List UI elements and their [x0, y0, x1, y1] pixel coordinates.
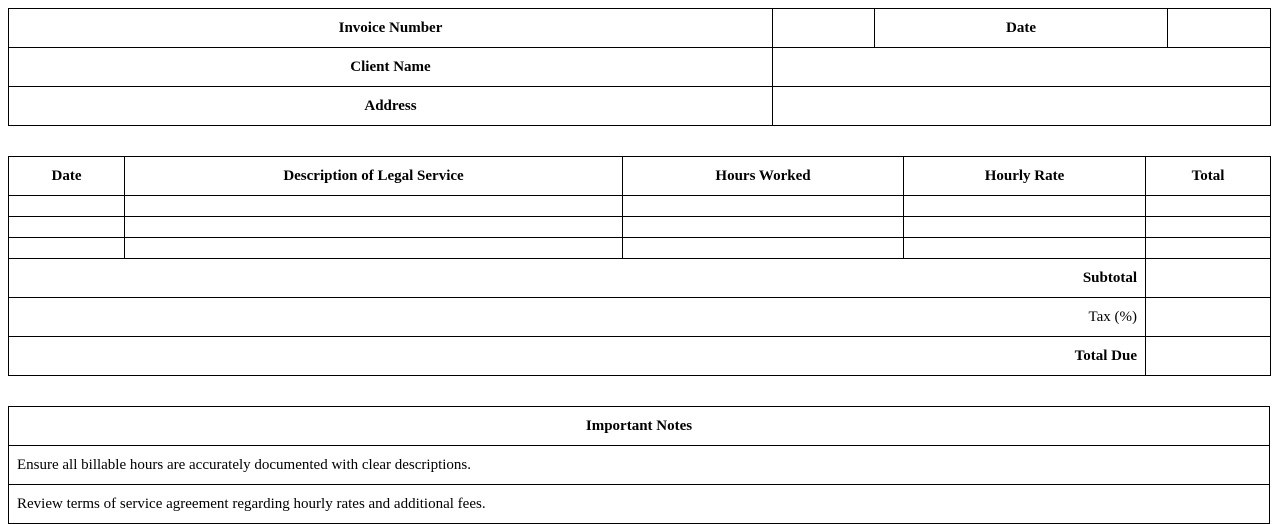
service-rate-cell[interactable] — [904, 196, 1146, 217]
column-header-description: Description of Legal Service — [125, 157, 623, 196]
service-total-cell[interactable] — [1146, 196, 1271, 217]
column-header-date: Date — [9, 157, 125, 196]
tax-row — [9, 298, 1271, 337]
table-row — [9, 238, 1271, 259]
notes-title: Important Notes — [9, 407, 1270, 446]
date-field[interactable] — [1168, 9, 1271, 48]
service-description-cell[interactable] — [125, 238, 623, 259]
service-rate-cell[interactable] — [904, 217, 1146, 238]
notes-table — [8, 406, 1270, 524]
total-due-value[interactable] — [1146, 337, 1271, 376]
list-item — [9, 446, 1270, 485]
service-total-cell[interactable] — [1146, 238, 1271, 259]
total-due-label: Total Due — [9, 337, 1146, 376]
invoice-number-field[interactable] — [773, 9, 875, 48]
subtotal-value[interactable] — [1146, 259, 1271, 298]
list-item — [9, 485, 1270, 524]
invoice-number-row — [9, 9, 1271, 48]
address-row — [9, 87, 1271, 126]
subtotal-label: Subtotal — [9, 259, 1146, 298]
service-hours-cell[interactable] — [623, 196, 904, 217]
column-header-total: Total — [1146, 157, 1271, 196]
service-description-cell[interactable] — [125, 196, 623, 217]
column-header-hours: Hours Worked — [623, 157, 904, 196]
table-row — [9, 196, 1271, 217]
service-total-cell[interactable] — [1146, 217, 1271, 238]
services-table — [8, 156, 1271, 376]
table-row — [9, 217, 1271, 238]
service-rate-cell[interactable] — [904, 238, 1146, 259]
note-text: Ensure all billable hours are accurately documented with clear descriptions. — [9, 446, 1270, 485]
service-date-cell[interactable] — [9, 196, 125, 217]
column-header-rate: Hourly Rate — [904, 157, 1146, 196]
service-date-cell[interactable] — [9, 238, 125, 259]
address-label: Address — [9, 87, 773, 126]
address-field[interactable] — [773, 87, 1271, 126]
invoice-header-table — [8, 8, 1271, 126]
service-hours-cell[interactable] — [623, 238, 904, 259]
date-label: Date — [875, 9, 1168, 48]
tax-value[interactable] — [1146, 298, 1271, 337]
service-hours-cell[interactable] — [623, 217, 904, 238]
service-description-cell[interactable] — [125, 217, 623, 238]
total-due-row — [9, 337, 1271, 376]
notes-header-row — [9, 407, 1270, 446]
note-text: Review terms of service agreement regarding hourly rates and additional fees. — [9, 485, 1270, 524]
invoice-number-label: Invoice Number — [9, 9, 773, 48]
services-header-row — [9, 157, 1271, 196]
subtotal-row — [9, 259, 1271, 298]
client-name-field[interactable] — [773, 48, 1271, 87]
client-name-row — [9, 48, 1271, 87]
service-date-cell[interactable] — [9, 217, 125, 238]
tax-label: Tax (%) — [9, 298, 1146, 337]
client-name-label: Client Name — [9, 48, 773, 87]
